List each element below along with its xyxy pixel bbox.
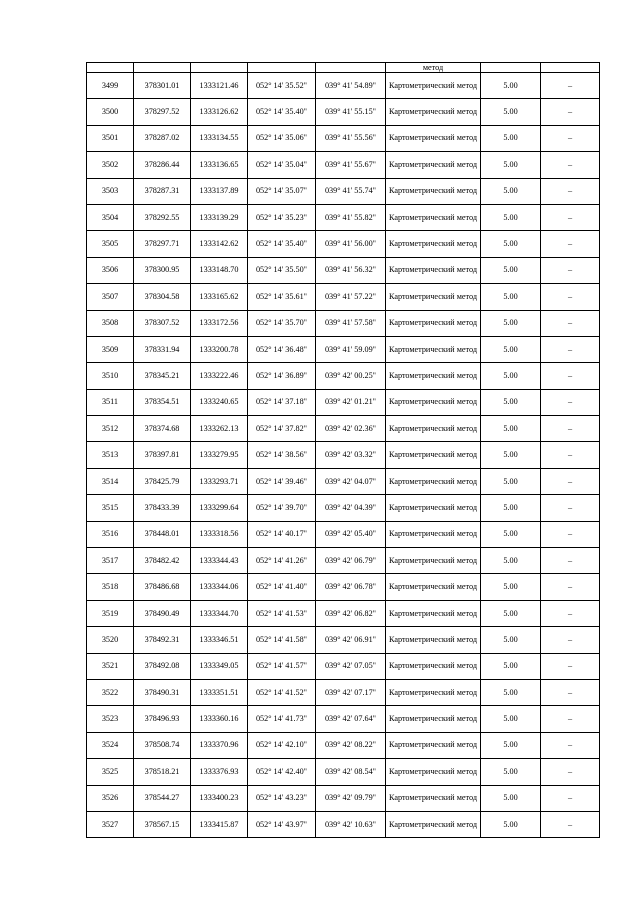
cell-longitude: 039° 42' 09.79" (316, 785, 386, 811)
cell-longitude: 039° 41' 55.74" (316, 178, 386, 204)
cell-longitude: 039° 41' 55.82" (316, 204, 386, 230)
cell-longitude (316, 63, 386, 73)
cell-number: 3514 (87, 468, 134, 494)
cell-note: – (541, 99, 600, 125)
cell-number: 3523 (87, 706, 134, 732)
cell-longitude: 039° 41' 57.58" (316, 310, 386, 336)
cell-latitude: 052° 14' 35.06" (248, 125, 316, 151)
table-row (87, 679, 600, 705)
table-row (87, 257, 600, 283)
cell-y: 1333200.78 (191, 336, 248, 362)
cell-note: – (541, 363, 600, 389)
cell-longitude: 039° 41' 55.67" (316, 152, 386, 178)
cell-x: 378286.44 (134, 152, 191, 178)
cell-error: 5.00 (481, 759, 541, 785)
cell-method: Картометрический метод (386, 811, 481, 837)
cell-error: 5.00 (481, 363, 541, 389)
cell-method: Картометрический метод (386, 732, 481, 758)
cell-x: 378433.39 (134, 495, 191, 521)
cell-error: 5.00 (481, 310, 541, 336)
cell-method: Картометрический метод (386, 653, 481, 679)
cell-latitude: 052° 14' 42.10" (248, 732, 316, 758)
cell-method: Картометрический метод (386, 521, 481, 547)
cell-note: – (541, 284, 600, 310)
cell-note: – (541, 574, 600, 600)
cell-method: Картометрический метод (386, 706, 481, 732)
cell-y: 1333415.87 (191, 811, 248, 837)
coordinates-table (86, 62, 600, 838)
cell-latitude: 052° 14' 35.52" (248, 73, 316, 99)
cell-longitude: 039° 41' 56.00" (316, 231, 386, 257)
cell-error: 5.00 (481, 442, 541, 468)
cell-x: 378307.52 (134, 310, 191, 336)
cell-number: 3526 (87, 785, 134, 811)
cell-method: Картометрический метод (386, 204, 481, 230)
cell-y: 1333400.23 (191, 785, 248, 811)
cell-number: 3500 (87, 99, 134, 125)
cell-error: 5.00 (481, 336, 541, 362)
cell-x: 378287.31 (134, 178, 191, 204)
cell-note: – (541, 310, 600, 336)
cell-x: 378492.08 (134, 653, 191, 679)
cell-x: 378490.31 (134, 679, 191, 705)
cell-method: Картометрический метод (386, 600, 481, 626)
cell-x: 378304.58 (134, 284, 191, 310)
table-row (87, 231, 600, 257)
cell-note: – (541, 600, 600, 626)
cell-latitude: 052° 14' 37.82" (248, 416, 316, 442)
cell-latitude: 052° 14' 35.70" (248, 310, 316, 336)
cell-longitude: 039° 42' 06.78" (316, 574, 386, 600)
cell-method: Картометрический метод (386, 99, 481, 125)
cell-y: 1333136.65 (191, 152, 248, 178)
table-row (87, 363, 600, 389)
cell-x: 378297.71 (134, 231, 191, 257)
cell-latitude: 052° 14' 35.40" (248, 99, 316, 125)
cell-error: 5.00 (481, 495, 541, 521)
cell-number: 3512 (87, 416, 134, 442)
cell-error: 5.00 (481, 627, 541, 653)
cell-y: 1333148.70 (191, 257, 248, 283)
cell-x: 378496.93 (134, 706, 191, 732)
cell-longitude: 039° 41' 55.15" (316, 99, 386, 125)
cell-x: 378492.31 (134, 627, 191, 653)
cell-error: 5.00 (481, 732, 541, 758)
cell-method: Картометрический метод (386, 468, 481, 494)
cell-method: Картометрический метод (386, 574, 481, 600)
table-row (87, 706, 600, 732)
cell-error: 5.00 (481, 679, 541, 705)
cell-error: 5.00 (481, 811, 541, 837)
table-row (87, 548, 600, 574)
cell-x: 378374.68 (134, 416, 191, 442)
cell-y (191, 63, 248, 73)
cell-number: 3510 (87, 363, 134, 389)
cell-error: 5.00 (481, 204, 541, 230)
cell-note: – (541, 653, 600, 679)
cell-error: 5.00 (481, 548, 541, 574)
cell-note: – (541, 257, 600, 283)
cell-number: 3516 (87, 521, 134, 547)
cell-method: Картометрический метод (386, 310, 481, 336)
cell-longitude: 039° 41' 57.22" (316, 284, 386, 310)
cell-number: 3502 (87, 152, 134, 178)
cell-longitude: 039° 42' 10.63" (316, 811, 386, 837)
cell-note: – (541, 548, 600, 574)
table-row (87, 442, 600, 468)
cell-number: 3504 (87, 204, 134, 230)
cell-note: – (541, 152, 600, 178)
cell-number: 3522 (87, 679, 134, 705)
cell-number: 3520 (87, 627, 134, 653)
cell-error: 5.00 (481, 73, 541, 99)
cell-latitude: 052° 14' 41.52" (248, 679, 316, 705)
table-row (87, 178, 600, 204)
table-row (87, 284, 600, 310)
cell-method: метод (386, 63, 481, 73)
cell-number (87, 63, 134, 73)
cell-x: 378567.15 (134, 811, 191, 837)
cell-number: 3517 (87, 548, 134, 574)
cell-latitude: 052° 14' 35.50" (248, 257, 316, 283)
coordinates-table-body (87, 63, 600, 838)
cell-longitude: 039° 42' 06.91" (316, 627, 386, 653)
cell-error: 5.00 (481, 257, 541, 283)
table-row (87, 99, 600, 125)
cell-number: 3513 (87, 442, 134, 468)
cell-x: 378292.55 (134, 204, 191, 230)
cell-y: 1333279.95 (191, 442, 248, 468)
cell-longitude: 039° 42' 00.25" (316, 363, 386, 389)
cell-note: – (541, 336, 600, 362)
cell-method: Картометрический метод (386, 257, 481, 283)
cell-y: 1333349.05 (191, 653, 248, 679)
cell-method: Картометрический метод (386, 785, 481, 811)
cell-note: – (541, 389, 600, 415)
cell-error: 5.00 (481, 653, 541, 679)
cell-x: 378297.52 (134, 99, 191, 125)
cell-error: 5.00 (481, 231, 541, 257)
cell-x: 378345.21 (134, 363, 191, 389)
cell-latitude: 052° 14' 37.18" (248, 389, 316, 415)
cell-number: 3518 (87, 574, 134, 600)
cell-latitude: 052° 14' 41.58" (248, 627, 316, 653)
cell-longitude: 039° 42' 07.64" (316, 706, 386, 732)
cell-note (541, 63, 600, 73)
cell-method: Картометрический метод (386, 152, 481, 178)
cell-note: – (541, 759, 600, 785)
cell-method: Картометрический метод (386, 759, 481, 785)
cell-y: 1333165.62 (191, 284, 248, 310)
cell-y: 1333137.89 (191, 178, 248, 204)
cell-note: – (541, 231, 600, 257)
cell-note: – (541, 706, 600, 732)
cell-x: 378354.51 (134, 389, 191, 415)
cell-number: 3519 (87, 600, 134, 626)
cell-error: 5.00 (481, 706, 541, 732)
cell-method: Картометрический метод (386, 178, 481, 204)
cell-note: – (541, 416, 600, 442)
table-row (87, 759, 600, 785)
cell-y: 1333370.96 (191, 732, 248, 758)
cell-y: 1333360.16 (191, 706, 248, 732)
cell-latitude: 052° 14' 41.53" (248, 600, 316, 626)
table-row (87, 125, 600, 151)
cell-longitude: 039° 41' 59.09" (316, 336, 386, 362)
cell-method: Картометрический метод (386, 231, 481, 257)
table-row (87, 416, 600, 442)
cell-longitude: 039° 42' 06.79" (316, 548, 386, 574)
cell-y: 1333126.62 (191, 99, 248, 125)
cell-note: – (541, 627, 600, 653)
cell-error: 5.00 (481, 125, 541, 151)
cell-number: 3515 (87, 495, 134, 521)
cell-latitude: 052° 14' 41.26" (248, 548, 316, 574)
cell-error: 5.00 (481, 600, 541, 626)
cell-longitude: 039° 41' 55.56" (316, 125, 386, 151)
cell-latitude: 052° 14' 35.07" (248, 178, 316, 204)
cell-note: – (541, 468, 600, 494)
cell-y: 1333142.62 (191, 231, 248, 257)
table-row (87, 152, 600, 178)
table-row (87, 627, 600, 653)
cell-latitude: 052° 14' 41.73" (248, 706, 316, 732)
table-row (87, 811, 600, 837)
cell-y: 1333344.70 (191, 600, 248, 626)
cell-note: – (541, 521, 600, 547)
cell-error (481, 63, 541, 73)
cell-latitude: 052° 14' 43.97" (248, 811, 316, 837)
cell-error: 5.00 (481, 521, 541, 547)
cell-latitude: 052° 14' 41.40" (248, 574, 316, 600)
cell-x: 378448.01 (134, 521, 191, 547)
cell-note: – (541, 178, 600, 204)
cell-method: Картометрический метод (386, 389, 481, 415)
continuation-row (87, 63, 600, 73)
cell-method: Картометрический метод (386, 442, 481, 468)
table-row (87, 574, 600, 600)
cell-latitude: 052° 14' 36.48" (248, 336, 316, 362)
cell-note: – (541, 732, 600, 758)
cell-y: 1333351.51 (191, 679, 248, 705)
cell-method: Картометрический метод (386, 125, 481, 151)
cell-longitude: 039° 42' 03.32" (316, 442, 386, 468)
cell-longitude: 039° 42' 04.39" (316, 495, 386, 521)
cell-latitude: 052° 14' 39.46" (248, 468, 316, 494)
cell-error: 5.00 (481, 468, 541, 494)
cell-latitude: 052° 14' 43.23" (248, 785, 316, 811)
cell-method: Картометрический метод (386, 495, 481, 521)
cell-x: 378486.68 (134, 574, 191, 600)
cell-number: 3527 (87, 811, 134, 837)
cell-note: – (541, 811, 600, 837)
cell-number: 3521 (87, 653, 134, 679)
table-row (87, 521, 600, 547)
cell-latitude: 052° 14' 35.04" (248, 152, 316, 178)
cell-error: 5.00 (481, 574, 541, 600)
cell-number: 3511 (87, 389, 134, 415)
table-row (87, 600, 600, 626)
cell-number: 3503 (87, 178, 134, 204)
cell-y: 1333346.51 (191, 627, 248, 653)
cell-method: Картометрический метод (386, 73, 481, 99)
table-row (87, 389, 600, 415)
cell-latitude: 052° 14' 36.89" (248, 363, 316, 389)
cell-x: 378490.49 (134, 600, 191, 626)
cell-method: Картометрический метод (386, 284, 481, 310)
cell-longitude: 039° 42' 02.36" (316, 416, 386, 442)
cell-x (134, 63, 191, 73)
cell-error: 5.00 (481, 284, 541, 310)
cell-number: 3506 (87, 257, 134, 283)
cell-x: 378482.42 (134, 548, 191, 574)
cell-longitude: 039° 42' 05.40" (316, 521, 386, 547)
cell-longitude: 039° 42' 06.82" (316, 600, 386, 626)
cell-latitude: 052° 14' 38.56" (248, 442, 316, 468)
cell-number: 3501 (87, 125, 134, 151)
cell-y: 1333344.43 (191, 548, 248, 574)
cell-error: 5.00 (481, 389, 541, 415)
cell-note: – (541, 495, 600, 521)
cell-latitude: 052° 14' 42.40" (248, 759, 316, 785)
table-row (87, 495, 600, 521)
cell-method: Картометрический метод (386, 336, 481, 362)
cell-y: 1333376.93 (191, 759, 248, 785)
cell-y: 1333134.55 (191, 125, 248, 151)
cell-x: 378300.95 (134, 257, 191, 283)
cell-latitude: 052° 14' 35.40" (248, 231, 316, 257)
cell-x: 378508.74 (134, 732, 191, 758)
cell-longitude: 039° 41' 54.89" (316, 73, 386, 99)
cell-y: 1333262.13 (191, 416, 248, 442)
cell-note: – (541, 73, 600, 99)
cell-x: 378425.79 (134, 468, 191, 494)
cell-y: 1333344.06 (191, 574, 248, 600)
cell-number: 3505 (87, 231, 134, 257)
cell-note: – (541, 785, 600, 811)
cell-latitude: 052° 14' 35.23" (248, 204, 316, 230)
table-row (87, 204, 600, 230)
cell-latitude (248, 63, 316, 73)
cell-y: 1333222.46 (191, 363, 248, 389)
cell-number: 3509 (87, 336, 134, 362)
table-row (87, 785, 600, 811)
cell-error: 5.00 (481, 785, 541, 811)
cell-number: 3499 (87, 73, 134, 99)
cell-x: 378331.94 (134, 336, 191, 362)
cell-number: 3508 (87, 310, 134, 336)
cell-y: 1333172.56 (191, 310, 248, 336)
cell-y: 1333299.64 (191, 495, 248, 521)
cell-error: 5.00 (481, 178, 541, 204)
cell-x: 378301.01 (134, 73, 191, 99)
cell-longitude: 039° 42' 08.54" (316, 759, 386, 785)
cell-x: 378544.27 (134, 785, 191, 811)
table-row (87, 336, 600, 362)
table-row (87, 73, 600, 99)
cell-method: Картометрический метод (386, 627, 481, 653)
cell-number: 3507 (87, 284, 134, 310)
cell-note: – (541, 204, 600, 230)
cell-latitude: 052° 14' 39.70" (248, 495, 316, 521)
cell-number: 3524 (87, 732, 134, 758)
cell-latitude: 052° 14' 41.57" (248, 653, 316, 679)
table-row (87, 310, 600, 336)
cell-method: Картометрический метод (386, 363, 481, 389)
cell-note: – (541, 442, 600, 468)
cell-note: – (541, 125, 600, 151)
cell-y: 1333293.71 (191, 468, 248, 494)
cell-error: 5.00 (481, 99, 541, 125)
cell-note: – (541, 679, 600, 705)
cell-x: 378397.81 (134, 442, 191, 468)
cell-longitude: 039° 41' 56.32" (316, 257, 386, 283)
cell-x: 378518.21 (134, 759, 191, 785)
cell-y: 1333121.46 (191, 73, 248, 99)
cell-method: Картометрический метод (386, 548, 481, 574)
cell-error: 5.00 (481, 416, 541, 442)
cell-y: 1333139.29 (191, 204, 248, 230)
cell-method: Картометрический метод (386, 416, 481, 442)
table-row (87, 653, 600, 679)
table-row (87, 732, 600, 758)
cell-number: 3525 (87, 759, 134, 785)
cell-y: 1333318.56 (191, 521, 248, 547)
cell-longitude: 039° 42' 07.05" (316, 653, 386, 679)
cell-error: 5.00 (481, 152, 541, 178)
cell-longitude: 039° 42' 08.22" (316, 732, 386, 758)
cell-longitude: 039° 42' 07.17" (316, 679, 386, 705)
cell-longitude: 039° 42' 04.07" (316, 468, 386, 494)
cell-latitude: 052° 14' 40.17" (248, 521, 316, 547)
cell-x: 378287.02 (134, 125, 191, 151)
cell-latitude: 052° 14' 35.61" (248, 284, 316, 310)
cell-longitude: 039° 42' 01.21" (316, 389, 386, 415)
table-row (87, 468, 600, 494)
cell-method: Картометрический метод (386, 679, 481, 705)
cell-y: 1333240.65 (191, 389, 248, 415)
